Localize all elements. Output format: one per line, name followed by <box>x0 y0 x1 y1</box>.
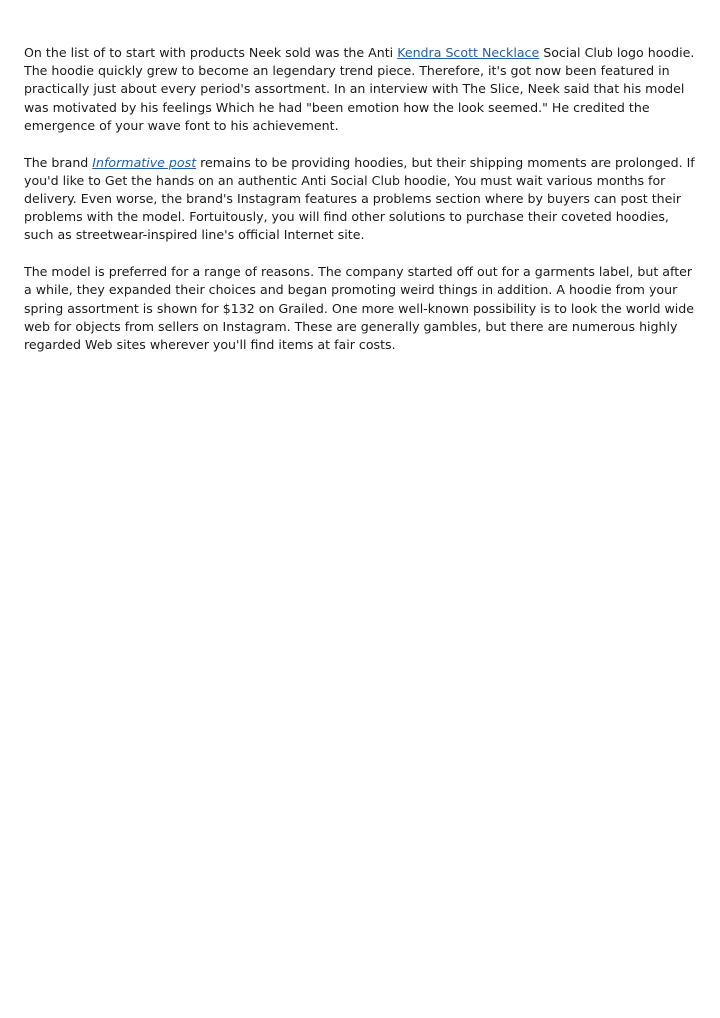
paragraph-1-text-before: On the list of to start with products Neek sold was the Anti <box>24 45 398 60</box>
paragraph-1 <box>24 44 700 135</box>
paragraph-3 <box>24 263 700 354</box>
informative-post-link[interactable]: Informative post <box>92 154 197 170</box>
paragraph-2-text-before: The brand <box>24 154 93 170</box>
kendra-scott-necklace-link[interactable]: Kendra Scott Necklace <box>397 45 540 60</box>
paragraph-2 <box>24 154 700 245</box>
document-body <box>24 44 700 373</box>
paragraph-2-text-after: remains to be providing hoodies, but their shipping moments are prolonged. If you'd like to Get the hands on an authentic Anti Social Club hoodie, You must wait various months for delivery. Even worse, the brand's Instagram features a problems section where by buyers can post their problems with the model. Fortuitously, you will find other solutions to purchase their coveted hoodies, such as streetwear-inspired line's official Internet site. <box>24 154 695 243</box>
paragraph-1-text-after: Social Club logo hoodie. The hoodie quickly grew to become an legendary trend piece. Therefore, it's got now been featured in practically just about every period's assortment. In an interview with The Slice, Neek said that his model was motivated by his feelings Which he had "been emotion how the look seemed." He credited the emergence of your wave font to his achievement. <box>24 45 695 133</box>
paragraph-3-text: The model is preferred for a range of reasons. The company started off out for a garments label, but after a while, they expanded their choices and began promoting weird things in addition. A hoodie from your spring assortment is shown for $132 on Grailed. One more well-known possibility is to look the world wide web for objects from sellers on Instagram. These are generally gambles, but there are numerous highly regarded Web sites wherever you'll find items at fair costs. <box>24 264 695 353</box>
